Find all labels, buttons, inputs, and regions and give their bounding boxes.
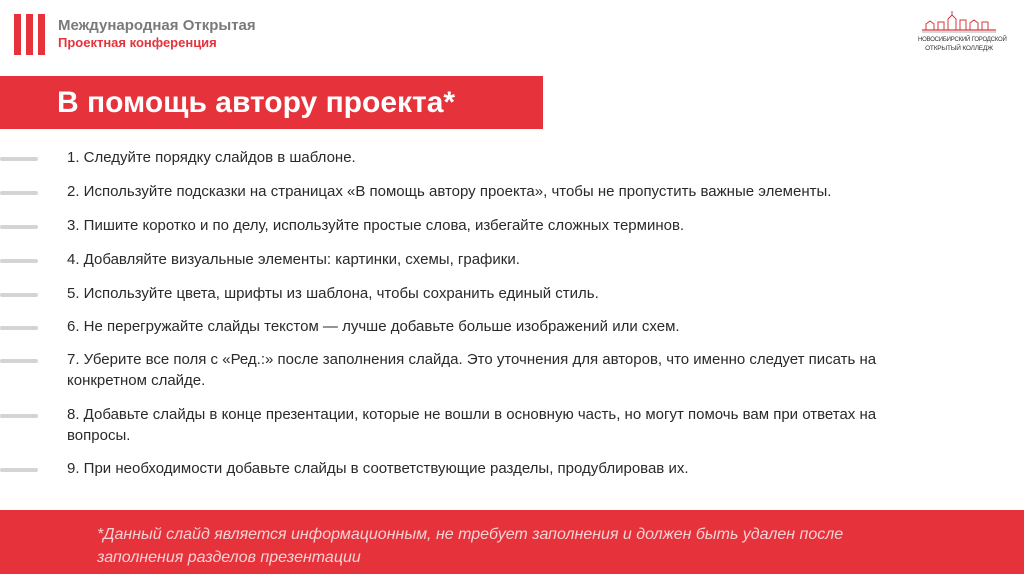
bullet-dash-icon xyxy=(0,414,38,418)
list-item-text: 3. Пишите коротко и по делу, используйте простые слова, избегайте сложных терминов. xyxy=(67,217,685,234)
list-item-text: 5. Используйте цвета, шрифты из шаблона, чтобы сохранить единый стиль. xyxy=(67,285,599,302)
college-building-icon xyxy=(920,10,998,34)
bullet-dash-icon xyxy=(0,259,38,263)
list-item-text: 2. Используйте подсказки на страницах «В помощь автору проекта», чтобы не пропустить важные элементы. xyxy=(67,183,832,200)
footer-banner xyxy=(0,510,1024,574)
college-name xyxy=(918,36,1007,53)
list-item-text: 9. При необходимости добавьте слайды в соответствующие разделы, продублировав их. xyxy=(67,460,689,477)
college-line-2: ОТКРЫТЫЙ КОЛЛЕДЖ xyxy=(925,45,993,52)
logo-line-1: Международная Открытая xyxy=(58,17,256,34)
list-item-text: 1. Следуйте порядку слайдов в шаблоне. xyxy=(67,149,356,166)
college-line-1: НОВОСИБИРСКИЙ ГОРОДСКОЙ xyxy=(918,37,1007,43)
bullet-dash-icon xyxy=(0,326,38,330)
list-item-text: 8. Добавьте слайды в конце презентации, которые не вошли в основную часть, но могут помочь вам при ответах на вопросы. xyxy=(67,406,877,444)
bullet-dash-icon xyxy=(0,468,38,472)
logo-bars-icon xyxy=(14,14,52,58)
logo-line-2: Проектная конференция xyxy=(58,35,217,50)
footer-note: *Данный слайд является информационным, не требует заполнения и должен быть удален после заполнения разделов презентации xyxy=(97,526,844,566)
list-item-text: 4. Добавляйте визуальные элементы: картинки, схемы, графики. xyxy=(67,251,520,268)
college-logo xyxy=(918,10,1007,58)
page-title: В помощь автору проекта* xyxy=(57,86,456,119)
bullet-dash-icon xyxy=(0,359,38,363)
title-banner xyxy=(0,76,543,129)
logo-text xyxy=(58,17,256,51)
list-item-text: 6. Не перегружайте слайды текстом — лучше добавьте больше изображений или схем. xyxy=(67,318,680,335)
bullet-dash-icon xyxy=(0,191,38,195)
bullet-dash-icon xyxy=(0,293,38,297)
bullet-dash-icon xyxy=(0,157,38,161)
conference-logo xyxy=(14,14,314,58)
bullet-dash-icon xyxy=(0,225,38,229)
list-item-text: 7. Уберите все поля с «Ред.:» после заполнения слайда. Это уточнения для авторов, что именно следует писать на конкретном слайде. xyxy=(67,351,877,389)
